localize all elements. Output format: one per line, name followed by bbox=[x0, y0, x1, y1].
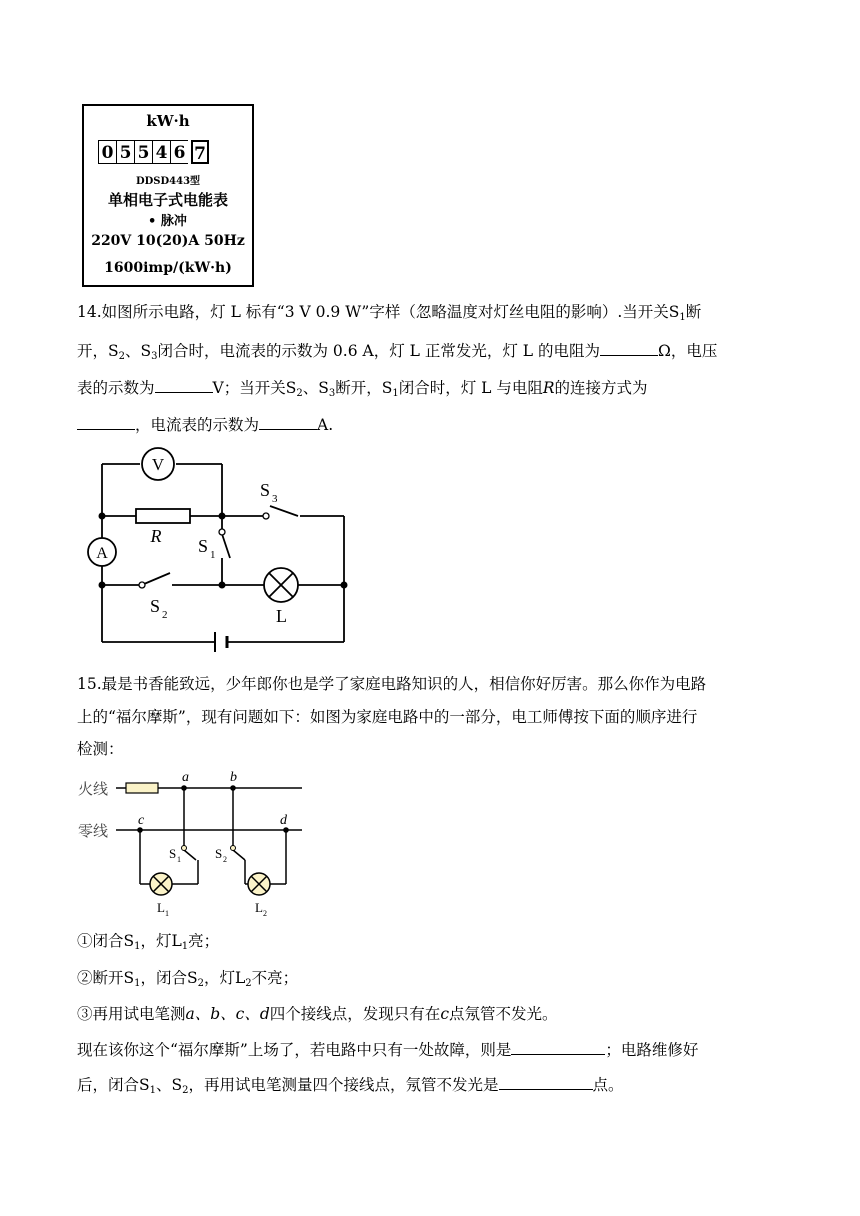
point-d-label: d bbox=[280, 813, 287, 828]
switch-contact bbox=[182, 846, 187, 851]
electric-meter bbox=[82, 104, 254, 287]
answer-blank[interactable] bbox=[600, 340, 658, 356]
s2-sub: 2 bbox=[162, 609, 168, 621]
lamp-label: L bbox=[276, 606, 287, 626]
switch-contact bbox=[231, 846, 236, 851]
q15-line-1: 15.最是书香能致远，少年郎你也是学了家庭电路知识的人，相信你好厉害。那么你作为电路 bbox=[77, 675, 707, 693]
lamp-l2-icon bbox=[248, 873, 270, 895]
answer-blank[interactable] bbox=[155, 377, 213, 393]
meter-digits bbox=[98, 140, 209, 164]
q14-line-4: ，电流表的示数为 A. bbox=[77, 414, 333, 435]
switch-contact bbox=[139, 582, 145, 588]
meter-digit: 5 bbox=[134, 140, 152, 164]
lamp-icon bbox=[264, 568, 298, 602]
s3-sub: 3 bbox=[272, 493, 278, 505]
meter-digit: 6 bbox=[170, 140, 188, 164]
q15-step-1: ①闭合$S_1$，灯$L_1$亮； bbox=[77, 932, 220, 952]
s1-sub: 1 bbox=[177, 855, 181, 864]
voltmeter-label: V bbox=[151, 455, 165, 474]
s1-label: S bbox=[169, 846, 177, 861]
live-wire-label: 火线 bbox=[78, 780, 109, 798]
point-b-label: b bbox=[230, 770, 237, 785]
q15-step-2: ②断开$S_1$，闭合$S_2$，灯$L_2$不亮； bbox=[77, 969, 299, 989]
s1-sub: 1 bbox=[210, 549, 216, 561]
l1-label: L bbox=[157, 900, 165, 915]
q15-line-3: 检测： bbox=[77, 740, 124, 758]
q14-line-3: 表的示数为 V；当开关$S_2$、$S_3$断开，$S_1$闭合时，灯 L 与电阻R的连接方式为 bbox=[77, 379, 648, 399]
meter-imp: 1600imp/(kW·h) bbox=[104, 260, 232, 276]
junction-dots bbox=[99, 513, 348, 589]
s3-label: S bbox=[260, 480, 271, 500]
meter-name: 单相电子式电能表 bbox=[107, 191, 228, 209]
point-a-label: a bbox=[182, 770, 189, 785]
q14-line-1: 14.如图所示电路，灯 L 标有“3 V 0.9 W”字样（忽略温度对灯丝电阻的影响）.当开关$S_1$断 bbox=[77, 303, 702, 323]
lamp-l1-icon bbox=[150, 873, 172, 895]
resistor bbox=[136, 509, 190, 523]
meter-digit: 4 bbox=[152, 140, 170, 164]
s1-label: S bbox=[198, 536, 209, 556]
meter-digit: 0 bbox=[98, 140, 116, 164]
neutral-wire-label: 零线 bbox=[78, 822, 109, 840]
answer-blank[interactable] bbox=[511, 1039, 605, 1055]
q15-step-3: ③再用试电笔测a、b、c、d四个接线点，发现只有在c点氖管不发光。 bbox=[77, 1005, 558, 1023]
point-c-label: c bbox=[138, 813, 145, 828]
fuse bbox=[126, 783, 158, 793]
battery-icon bbox=[215, 632, 227, 652]
answer-blank[interactable] bbox=[259, 414, 317, 430]
resistor-label: R bbox=[150, 526, 162, 546]
l2-sub: 2 bbox=[263, 909, 267, 918]
l1-sub: 1 bbox=[165, 909, 169, 918]
meter-model: DDSD443型 bbox=[135, 176, 201, 187]
circuit-diagram-1 bbox=[78, 440, 378, 655]
meter-pulse: • 脉冲 bbox=[148, 214, 187, 229]
junction-dots bbox=[137, 785, 289, 833]
switch-contact bbox=[263, 513, 269, 519]
s2-sub: 2 bbox=[223, 855, 227, 864]
switch-contact bbox=[219, 529, 225, 535]
meter-unit: kW·h bbox=[146, 112, 190, 130]
meter-spec: 220V 10(20)A 50Hz bbox=[91, 233, 245, 249]
q15-line-4: 现在该你这个“福尔摩斯”上场了，若电路中只有一处故障，则是 ；电路维修好 bbox=[77, 1041, 699, 1059]
meter-digit: 5 bbox=[116, 140, 134, 164]
answer-blank[interactable] bbox=[499, 1074, 593, 1090]
meter-last-digit: 7 bbox=[191, 140, 209, 164]
answer-blank[interactable] bbox=[77, 414, 135, 430]
q14-line-2: 开，$S_2$、$S_3$闭合时，电流表的示数为 0.6 A，灯 L 正常发光，灯 L 的电阻为 Ω，电压 bbox=[77, 342, 718, 362]
q15-line-5: 后，闭合$S_1$、$S_2$，再用试电笔测量四个接线点，氖管不发光是 点。 bbox=[77, 1076, 624, 1096]
q15-line-2: 上的“福尔摩斯”，现有问题如下：如图为家庭电路中的一部分，电工师傅按下面的顺序进行 bbox=[77, 708, 698, 726]
s2-label: S bbox=[150, 596, 161, 616]
l2-label: L bbox=[255, 900, 263, 915]
ammeter-label: A bbox=[96, 545, 108, 562]
s2-label: S bbox=[215, 846, 223, 861]
circuit-diagram-2 bbox=[76, 766, 316, 921]
